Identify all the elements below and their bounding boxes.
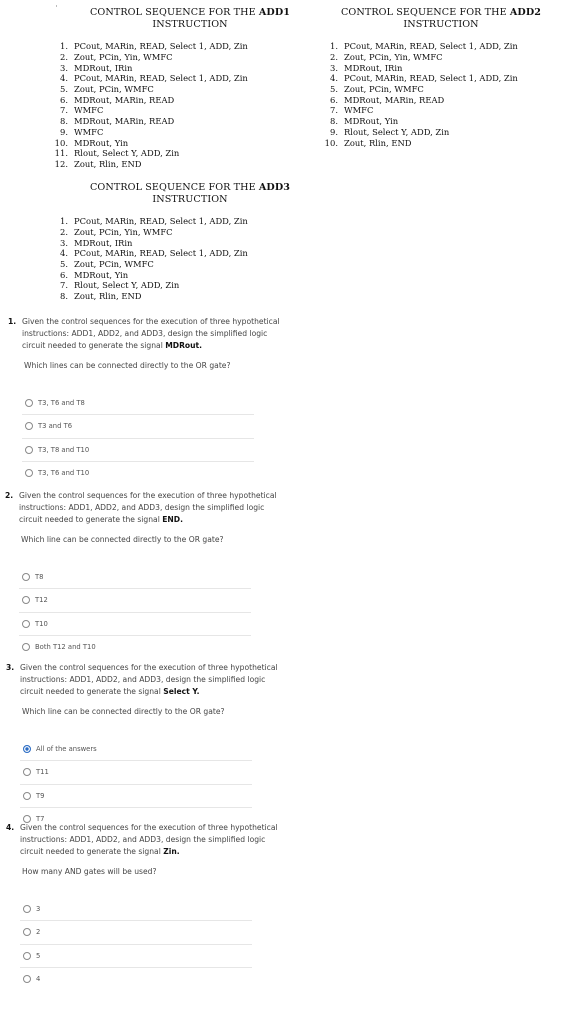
step-number: 6. <box>60 269 68 280</box>
step-signals: Zout, Rlin, END <box>74 158 142 169</box>
step-number: 7. <box>60 105 68 116</box>
step-signals: MDRout, Yin <box>344 116 399 127</box>
radio-button[interactable] <box>23 905 31 913</box>
answer-options <box>6 738 282 831</box>
step-number: 5. <box>330 84 338 94</box>
step-signals: Zout, PCin, Yin, WMFC <box>344 51 443 62</box>
step-number: 5. <box>60 84 68 94</box>
answer-option[interactable] <box>22 414 254 438</box>
add3-steps <box>30 216 350 302</box>
step-number: 3. <box>60 237 68 248</box>
add2-step <box>300 127 582 138</box>
step-signals: PCout, MARin, READ, Select 1, ADD, Zin <box>344 73 518 84</box>
question-3 <box>6 662 282 831</box>
answer-options <box>6 898 282 991</box>
question-number: 2. <box>5 491 14 500</box>
add3-step <box>30 270 350 281</box>
add3-title: CONTROL SEQUENCE FOR THE ADD3 INSTRUCTION <box>89 182 291 205</box>
option-label: T7 <box>36 815 45 824</box>
step-number: 1. <box>330 41 338 52</box>
step-signals: MDRout, Yin <box>74 137 129 148</box>
answer-option[interactable] <box>22 392 254 415</box>
radio-button[interactable] <box>23 975 31 983</box>
question-body: Given the control sequences for the execution of three hypothetical instructions: ADD1, ADD2, and ADD3, design the simplified logic circuit needed to generate the signal <box>22 317 280 351</box>
answer-option[interactable] <box>20 967 252 991</box>
option-label: T3 and T6 <box>38 422 73 431</box>
answer-option[interactable] <box>19 635 251 659</box>
radio-button[interactable] <box>23 745 31 753</box>
radio-button[interactable] <box>25 399 33 407</box>
option-label: T3, T6 and T8 <box>38 398 85 407</box>
answer-option[interactable] <box>20 944 252 968</box>
question-number: 3. <box>6 663 15 672</box>
answer-options <box>8 392 284 485</box>
add2-step <box>300 52 582 63</box>
option-label: T9 <box>36 791 45 800</box>
step-number: 7. <box>60 280 68 291</box>
radio-button[interactable] <box>25 422 33 430</box>
add2-title: CONTROL SEQUENCE FOR THE ADD2 INSTRUCTION <box>340 7 542 30</box>
add3-step <box>30 216 350 227</box>
option-label: T3, T6 and T10 <box>38 469 90 478</box>
add3-step <box>30 227 350 238</box>
question-text <box>22 316 284 353</box>
question-body: Given the control sequences for the execution of three hypothetical instructions: ADD1, ADD2, and ADD3, design the simplified logic circuit needed to generate the signal <box>20 663 278 697</box>
question-header <box>5 490 281 527</box>
step-number: 3. <box>330 62 338 73</box>
add2-step <box>300 73 582 84</box>
question-2 <box>5 490 281 659</box>
radio-button[interactable] <box>23 792 31 800</box>
step-number: 1. <box>60 216 68 227</box>
step-signals: Zout, PCin, WMFC <box>74 259 154 269</box>
question-header <box>6 662 282 699</box>
question-4 <box>6 822 282 991</box>
add2-steps <box>300 41 582 148</box>
step-number: 1. <box>60 41 68 52</box>
step-signals: WMFC <box>74 126 104 137</box>
option-label: T3, T8 and T10 <box>38 445 90 454</box>
step-signals: PCout, MARin, READ, Select 1, ADD, Zin <box>344 41 518 52</box>
step-number: 6. <box>60 94 68 105</box>
add2-step <box>300 41 582 52</box>
radio-button[interactable] <box>22 620 30 628</box>
question-body: Given the control sequences for the execution of three hypothetical instructions: ADD1, ADD2, and ADD3, design the simplified logic circuit needed to generate the signal <box>20 823 278 857</box>
step-signals: WMFC <box>74 105 104 116</box>
step-number: 10. <box>54 137 68 148</box>
radio-button[interactable] <box>25 446 33 454</box>
radio-button[interactable] <box>22 643 30 651</box>
add2-step <box>300 84 582 95</box>
question-prompt: Which line can be connected directly to the OR gate? <box>21 534 224 544</box>
step-number: 2. <box>330 51 338 62</box>
add3-step <box>30 248 350 259</box>
answer-option[interactable] <box>20 898 252 921</box>
radio-button[interactable] <box>23 928 31 936</box>
step-signals: PCout, MARin, READ, Select 1, ADD, Zin <box>74 216 248 227</box>
option-label: T12 <box>35 596 48 605</box>
option-label: All of the answers <box>36 744 97 753</box>
question-body: Given the control sequences for the execution of three hypothetical instructions: ADD1, ADD2, and ADD3, design the simplified logic circuit needed to generate the signal <box>19 491 277 525</box>
add1-step <box>30 148 350 159</box>
question-text <box>19 490 281 527</box>
question-1 <box>8 316 284 485</box>
answer-option[interactable] <box>19 566 251 589</box>
radio-button[interactable] <box>25 469 33 477</box>
step-number: 11. <box>54 148 68 159</box>
option-label: T10 <box>35 619 48 628</box>
question-text <box>20 662 282 699</box>
step-signals: WMFC <box>344 105 374 116</box>
add2-step <box>300 95 582 106</box>
question-header <box>8 316 284 353</box>
question-prompt: How many AND gates will be used? <box>22 866 157 876</box>
step-signals: Rlout, Select Y, ADD, Zin <box>74 280 180 291</box>
option-label: 5 <box>36 951 41 960</box>
add3-step <box>30 280 350 291</box>
add3-step <box>30 259 350 270</box>
signal-name: END. <box>162 515 183 525</box>
option-label: T11 <box>36 768 49 777</box>
step-signals: Zout, Rlin, END <box>74 291 142 302</box>
question-number: 1. <box>8 317 17 326</box>
step-number: 5. <box>60 259 68 269</box>
step-number: 8. <box>330 116 338 127</box>
step-signals: MDRout, MARin, READ <box>344 94 445 105</box>
radio-button[interactable] <box>22 596 30 604</box>
answer-option[interactable] <box>20 760 252 784</box>
step-number: 4. <box>60 248 68 259</box>
answer-option[interactable] <box>20 920 252 944</box>
step-number: 9. <box>330 126 338 137</box>
signal-name: Zin. <box>163 847 180 857</box>
add2-step <box>300 63 582 74</box>
answer-options <box>5 566 281 659</box>
add3-control-sequence <box>30 182 350 302</box>
radio-button[interactable] <box>23 768 31 776</box>
step-signals: MDRout, IRin <box>74 237 133 248</box>
step-number: 7. <box>330 105 338 116</box>
answer-option[interactable] <box>20 784 252 808</box>
step-signals: Rlout, Select Y, ADD, Zin <box>74 148 180 159</box>
step-signals: PCout, MARin, READ, Select 1, ADD, Zin <box>74 73 248 84</box>
step-signals: Zout, PCin, WMFC <box>344 84 424 94</box>
step-signals: MDRout, IRin <box>344 62 403 73</box>
step-number: 2. <box>60 226 68 237</box>
add3-step <box>30 238 350 249</box>
question-prompt: Which line can be connected directly to the OR gate? <box>22 706 225 716</box>
step-signals: Zout, PCin, Yin, WMFC <box>74 51 173 62</box>
add2-step <box>300 138 582 149</box>
add3-step <box>30 291 350 302</box>
step-number: 8. <box>60 291 68 302</box>
step-signals: Zout, Rlin, END <box>344 137 412 148</box>
step-signals: Rlout, Select Y, ADD, Zin <box>344 126 450 137</box>
step-number: 10. <box>324 137 338 148</box>
question-prompt: Which lines can be connected directly to the OR gate? <box>24 360 231 370</box>
step-signals: PCout, MARin, READ, Select 1, ADD, Zin <box>74 248 248 259</box>
radio-button[interactable] <box>23 952 31 960</box>
step-number: 4. <box>60 73 68 84</box>
add2-step <box>300 116 582 127</box>
step-number: 6. <box>330 94 338 105</box>
step-number: 9. <box>60 126 68 137</box>
answer-option[interactable] <box>19 612 251 636</box>
step-number: 2. <box>60 51 68 62</box>
option-label: 3 <box>36 904 41 913</box>
question-header <box>6 822 282 859</box>
step-signals: MDRout, IRin <box>74 62 133 73</box>
answer-option[interactable] <box>22 438 254 462</box>
signal-name: Select Y. <box>163 687 200 697</box>
step-signals: Zout, PCin, Yin, WMFC <box>74 226 173 237</box>
step-number: 12. <box>54 158 68 169</box>
step-signals: PCout, MARin, READ, Select 1, ADD, Zin <box>74 41 248 52</box>
answer-option[interactable] <box>19 588 251 612</box>
option-label: Both T12 and T10 <box>35 643 96 652</box>
answer-option[interactable] <box>22 461 254 485</box>
option-label: 4 <box>36 975 41 984</box>
answer-option[interactable] <box>20 738 252 761</box>
step-signals: Zout, PCin, WMFC <box>74 84 154 94</box>
option-label: T8 <box>35 572 44 581</box>
question-text <box>20 822 282 859</box>
step-number: 3. <box>60 62 68 73</box>
radio-button[interactable] <box>22 573 30 581</box>
add2-step <box>300 105 582 116</box>
signal-name: MDRout. <box>165 341 203 351</box>
step-signals: MDRout, MARin, READ <box>74 94 175 105</box>
add1-step <box>30 159 350 170</box>
add1-title: CONTROL SEQUENCE FOR THE ADD1 INSTRUCTION <box>89 7 291 30</box>
step-number: 8. <box>60 116 68 127</box>
step-signals: MDRout, Yin <box>74 269 129 280</box>
add2-control-sequence <box>300 7 582 148</box>
step-signals: MDRout, MARin, READ <box>74 116 175 127</box>
option-label: 2 <box>36 928 41 937</box>
step-number: 4. <box>330 73 338 84</box>
question-number: 4. <box>6 823 15 832</box>
